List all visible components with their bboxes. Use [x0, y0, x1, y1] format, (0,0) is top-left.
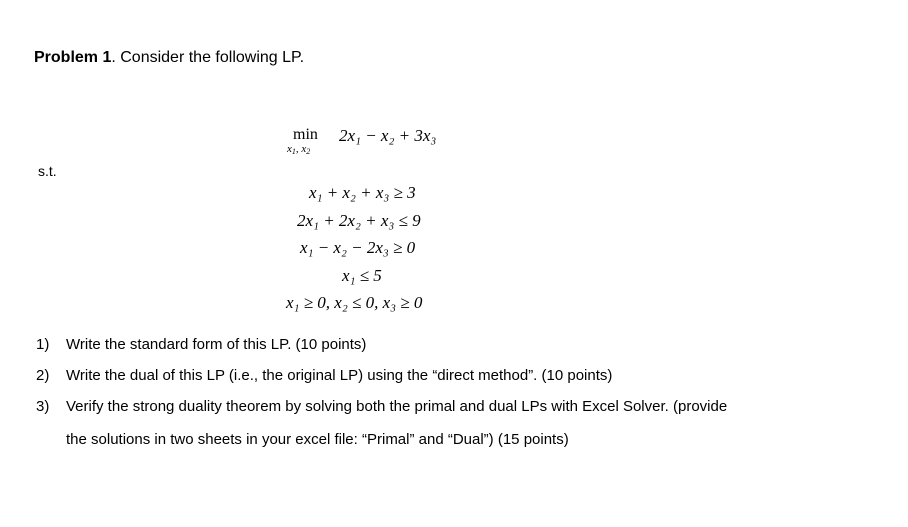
constraint-2: 2x₁ + 2x₂ + x₃ ≤ 9: [297, 211, 421, 230]
subject-to-label: s.t.: [38, 163, 57, 179]
constraint-1: x₁ + x₂ + x₃ ≥ 3: [309, 183, 416, 202]
objective-expression: 2x₁ − x₂ + 3x₃: [339, 126, 437, 145]
question-number: 3): [36, 398, 50, 415]
problem-heading: [34, 49, 304, 67]
question-item: [36, 334, 727, 356]
question-text: Write the dual of this LP (i.e., the original LP) using the “direct method”. (10 points): [66, 367, 613, 384]
question-list: [36, 334, 727, 460]
constraint-3: x₁ − x₂ − 2x₃ ≥ 0: [300, 238, 416, 257]
problem-intro: . Consider the following LP.: [111, 49, 305, 66]
question-item: [36, 365, 727, 387]
question-number: 1): [36, 336, 50, 353]
min-variables: $x_1$, $x_2$: [287, 143, 311, 156]
question-item: [36, 396, 727, 451]
problem-number: Problem 1: [34, 49, 112, 66]
constraint-4: x₁ ≤ 5: [342, 266, 382, 285]
question-text: Write the standard form of this LP. (10 points): [66, 336, 367, 353]
question-text-continued: the solutions in two sheets in your excel file: “Primal” and “Dual”) (15 points): [66, 431, 569, 448]
question-text: Verify the strong duality theorem by solving both the primal and dual LPs with Excel Solver. (provide: [66, 398, 728, 415]
question-number: 2): [36, 367, 50, 384]
sign-constraints: x₁ ≥ 0, x₂ ≤ 0, x₃ ≥ 0: [286, 293, 423, 312]
min-operator: min: [293, 126, 318, 143]
